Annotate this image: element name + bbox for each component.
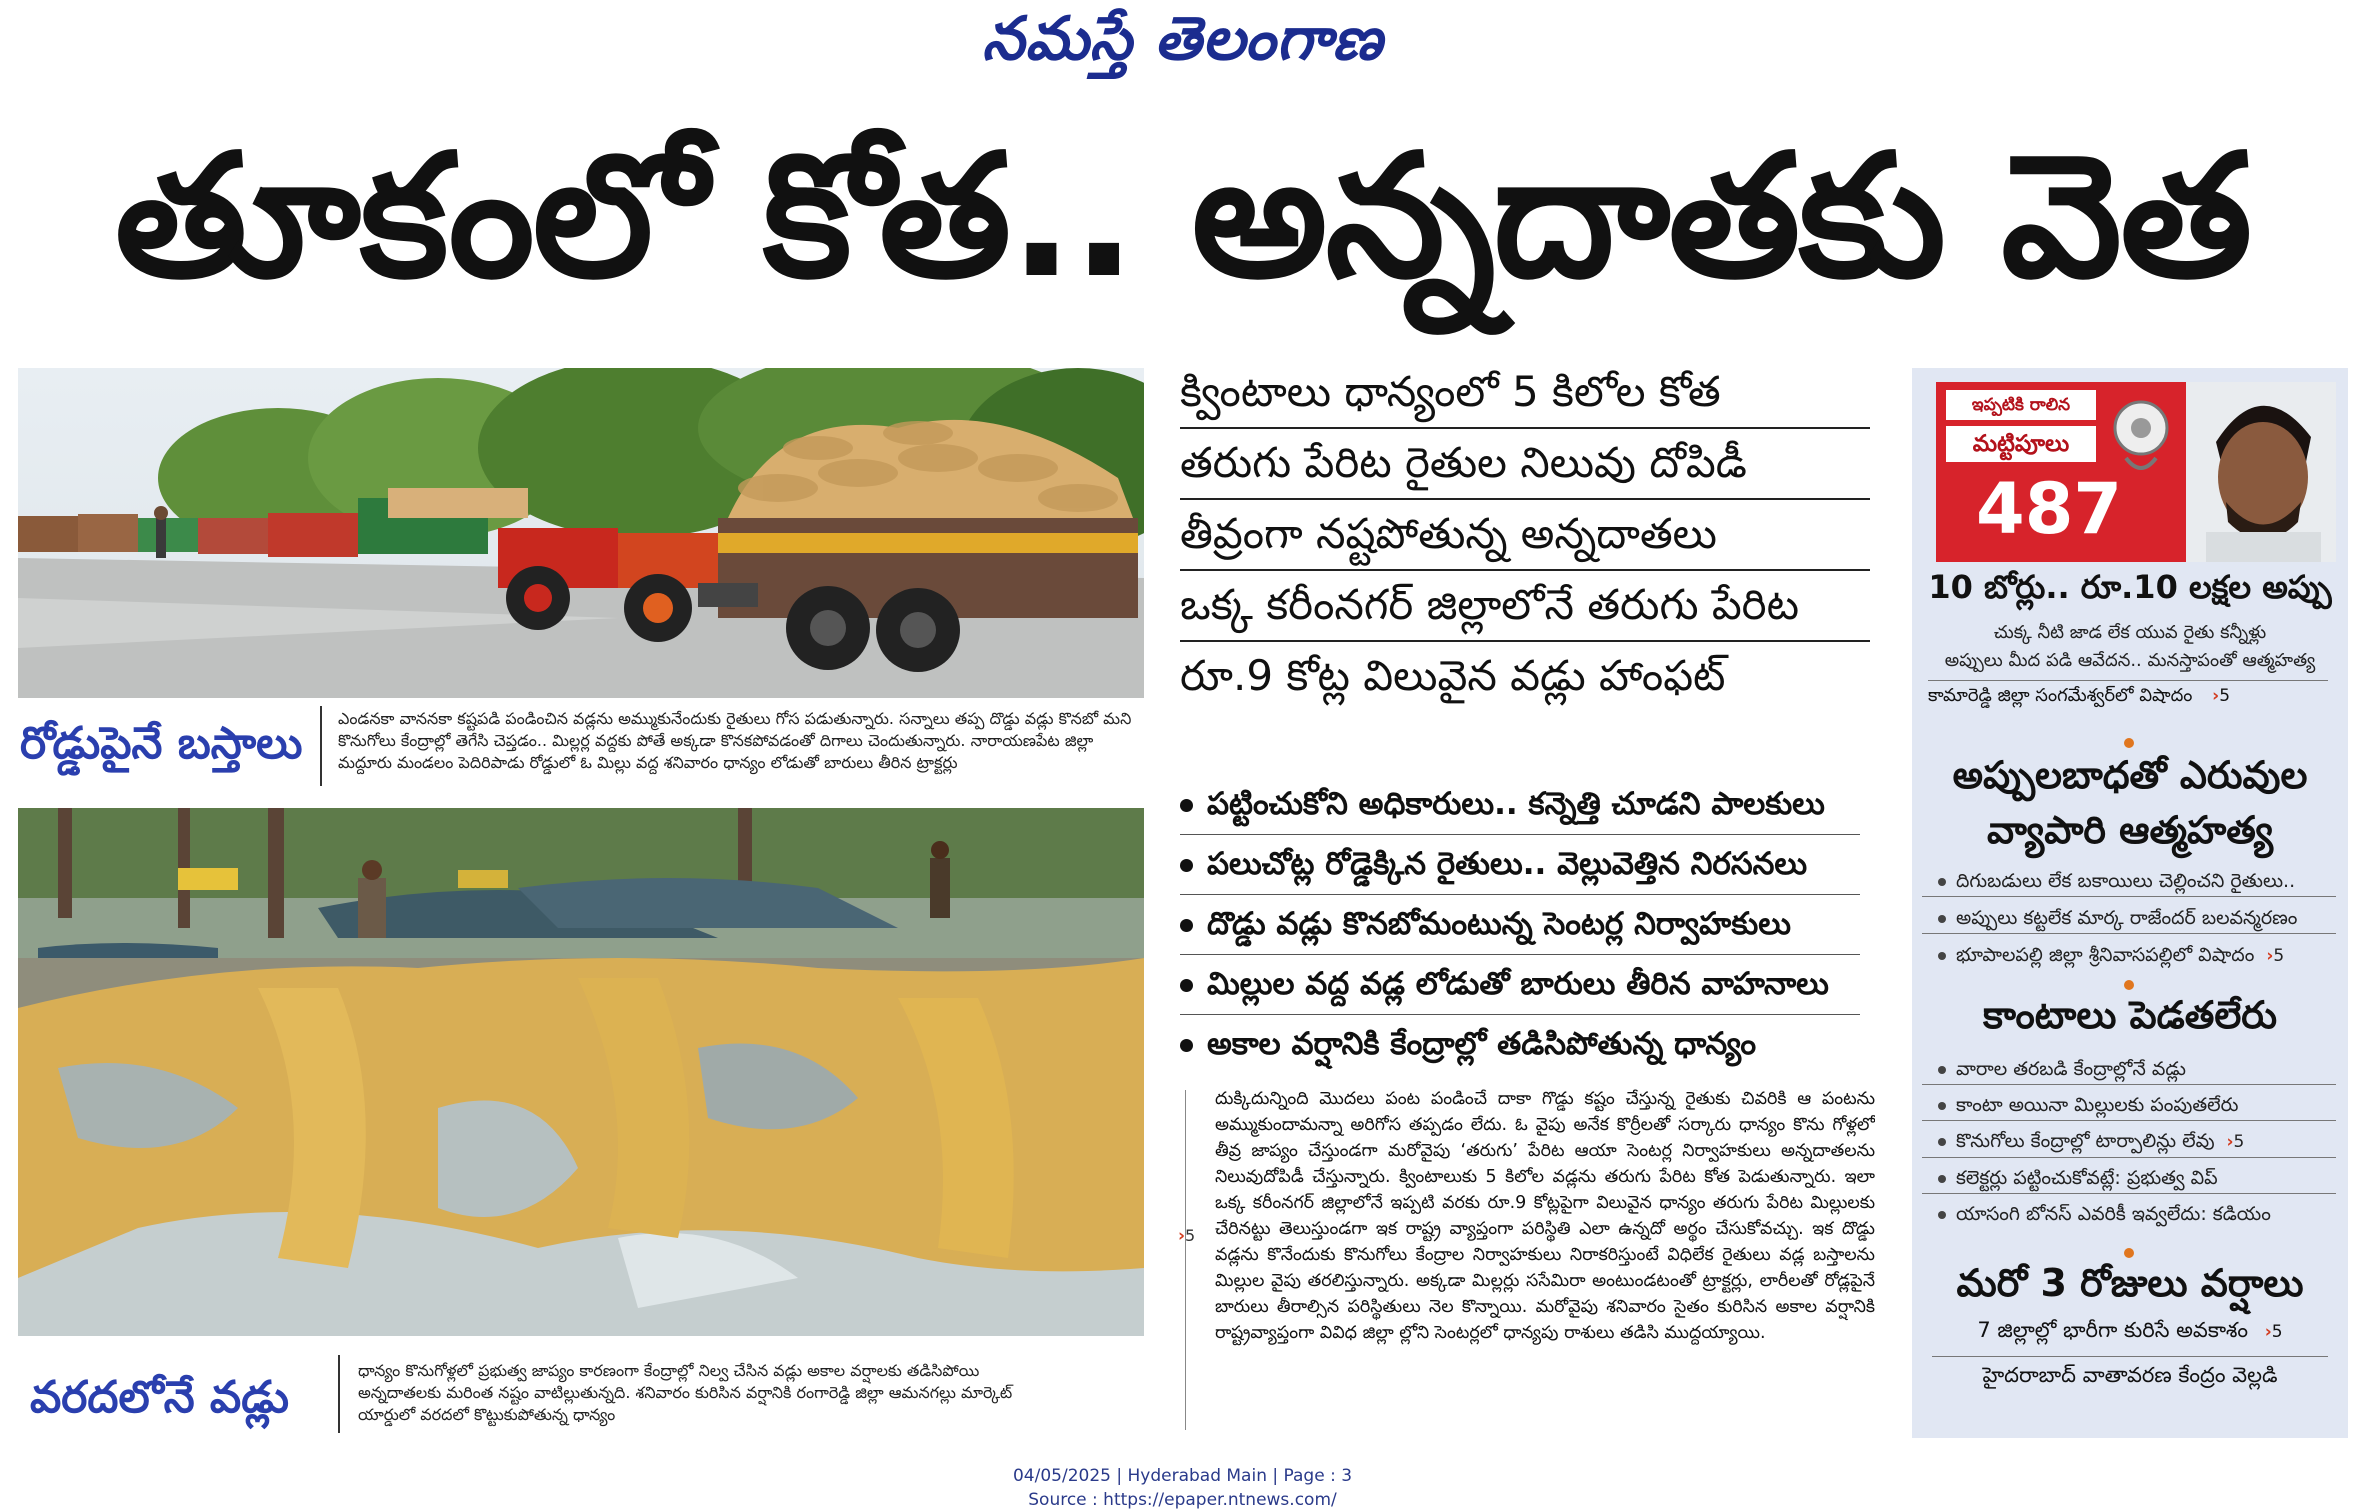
promo-line1: ఇప్పటికి రాలిన bbox=[1946, 390, 2096, 420]
caption-divider bbox=[320, 706, 322, 786]
promo-line2: మట్టిపూలు bbox=[1946, 426, 2096, 462]
separator-dot bbox=[2124, 980, 2134, 990]
chevron-right-icon: › bbox=[2266, 946, 2274, 966]
footer-dateline: 04/05/2025 | Hyderabad Main | Page : 3 bbox=[1012, 1466, 1353, 1486]
subhead-line: తీవ్రంగా నష్టపోతున్న అన్నదాతలు bbox=[1180, 508, 1870, 571]
story2-headline-2: వ్యాపారి ఆత్మహత్య bbox=[1986, 808, 2274, 852]
flower-icon bbox=[2106, 388, 2176, 478]
bullet-icon bbox=[1938, 1066, 1946, 1074]
bullet-item: దొడ్డు వడ్లు కొనబోమంటున్న సెంటర్ల నిర్వాహకులు bbox=[1180, 902, 1860, 955]
photo1-caption-text: ఎండనకా వాననకా కష్టపడి పండించిన వడ్లను అమ్ముకునేందుకు రైతులు గోస పడుతున్నారు. సన్నాలు తప్ప దొడ్డు వడ్లు కొనబో మని కొనుగోలు కేంద్రాల్లో తెగేసి చెప్తడం.. మిల్లర్ల వద్దకు పోతే అక్కడా కొనకపోవడంతో దిగాలు చెందుతున్నారు. నారాయణపేట జిల్లా మద్దూరు మండలం పెదిరిపాడు రోడ్డులో ఓ మిల్లు వద్ద శనివారం ధాన్యం లోడుతో బారులు తీరిన ట్రాక్టర్లు bbox=[338, 709, 1132, 772]
bullet-icon bbox=[1938, 952, 1946, 960]
promo-box[interactable] bbox=[1936, 382, 2186, 562]
promo-count: 487 bbox=[1976, 468, 2123, 550]
separator-dot bbox=[2124, 738, 2134, 748]
bullet-icon bbox=[1180, 799, 1193, 812]
list-item: అప్పులు కట్టలేక మార్క రాజేందర్ బలవన్మరణం bbox=[1922, 903, 2336, 934]
subhead-line: ఒక్క కరీంనగర్ జిల్లాలోనే తరుగు పేరిట bbox=[1180, 579, 1870, 642]
continued-marker[interactable]: ›5 bbox=[1178, 1226, 1196, 1246]
list-item: దిగుబడులు లేక బకాయిలు చెల్లించని రైతులు.. bbox=[1922, 866, 2336, 897]
bullet-item: అకాల వర్షానికి కేంద్రాల్లో తడిసిపోతున్న ధాన్యం bbox=[1180, 1022, 1860, 1074]
farmer-portrait bbox=[2186, 382, 2336, 562]
list-item: వారాల తరబడి కేంద్రాల్లోనే వడ్లు bbox=[1922, 1054, 2336, 1085]
story2-list bbox=[1922, 866, 2336, 971]
story4-headline: మరో 3 రోజులు వర్షాలు bbox=[1956, 1261, 2304, 1305]
bullet-list bbox=[1180, 782, 1860, 1074]
list-item: యాసంగి బోనస్ ఎవరికీ ఇవ్వలేదు: కడియం bbox=[1922, 1199, 2336, 1229]
masthead bbox=[0, 0, 2365, 90]
subhead-line: తరుగు పేరిట రైతుల నిలువు దోపిడీ bbox=[1180, 437, 1870, 500]
bullet-icon bbox=[1180, 859, 1193, 872]
story3-list bbox=[1922, 1054, 2336, 1229]
bullet-icon bbox=[1180, 1039, 1193, 1052]
bullet-icon bbox=[1938, 1211, 1946, 1219]
list-item: కలెక్టర్లు పట్టించుకోవట్లే: ప్రభుత్వ విప్ bbox=[1922, 1163, 2336, 1194]
bullet-item: పలుచోట్ల రోడ్డెక్కిన రైతులు.. వెల్లువెత్తిన నిరసనలు bbox=[1180, 842, 1860, 895]
bullet-icon bbox=[1938, 1102, 1946, 1110]
body-column-rule bbox=[1185, 1090, 1186, 1430]
footer-source-link[interactable]: Source : https://epaper.ntnews.com/ bbox=[1028, 1490, 1337, 1510]
headline bbox=[0, 95, 2365, 340]
sidebar-panel bbox=[1912, 368, 2348, 1438]
list-item: కాంటా అయినా మిల్లులకు పంపుతలేరు bbox=[1922, 1090, 2336, 1121]
bullet-icon bbox=[1938, 878, 1946, 886]
bullet-item: పట్టించుకోని అధికారులు.. కన్నెత్తి చూడని పాలకులు bbox=[1180, 782, 1860, 835]
newspaper-name: నమస్తే తెలంగాణ bbox=[981, 4, 1384, 74]
bullet-icon bbox=[1180, 979, 1193, 992]
photo2-caption-title: వరదలోనే వడ్లు bbox=[30, 1372, 289, 1423]
list-item: కొనుగోలు కేంద్రాల్లో టార్పాలిన్లు లేవు ›5 bbox=[1922, 1126, 2336, 1158]
story2-headline-1: అప్పులబాధతో ఎరువుల bbox=[1952, 753, 2308, 797]
chevron-right-icon: › bbox=[2212, 686, 2220, 706]
bullet-icon bbox=[1180, 919, 1193, 932]
story4-line2: హైదరాబాద్ వాతావరణ కేంద్రం వెల్లడి bbox=[1932, 1356, 2328, 1393]
story4-line1: 7 జిల్లాల్లో భారీగా కురిసే అవకాశం ›5 bbox=[1977, 1318, 2283, 1342]
subheads bbox=[1180, 366, 1870, 711]
photo2-caption-text: ధాన్యం కొనుగోళ్లలో ప్రభుత్వ జాప్యం కారణంగా కేంద్రాల్లో నిల్వ చేసిన వడ్లు అకాల వర్షాలకు తడిసిపోయి అన్నదాతలకు మరింత నష్టం వాటిల్లుతున్నది. శనివారం కురిసిన వర్షానికి రంగారెడ్డి జిల్లా ఆమనగల్లు మార్కెట్ యార్డులో వరదలో కొట్టుకుపోతున్న ధాన్యం bbox=[358, 1361, 1013, 1424]
photo1-caption-title: రోడ్డుపైనే బస్తాలు bbox=[20, 718, 303, 769]
article-body: దుక్కిదున్నింది మొదలు పంట పండించే దాకా గొడ్డు కష్టం చేస్తున్న రైతుకు చివరికి ఆ పంటను అమ్ముకుందామన్నా అరిగోస తప్పడం లేదు. ఓ వైపు అనేక కొర్రీలతో సర్కారు ధాన్యం కొను గోళ్లలో తీవ్ర జాప్యం చేస్తుండగా మరోవైపు ‘తరుగు’ పేరిట ఆయా సెంటర్ల నిర్వాహకులు అన్నదాతలను నిలువుదోపిడీ చేస్తున్నారు. క్వింటాలుకు 5 కిలోల వడ్లను తరుగు పేరిట కోత పెడుతున్నారు. ఇలా ఒక్క కరీంనగర్ జిల్లాలోనే ఇప్పటి వరకు రూ.9 కోట్లపైగా విలువైన ధాన్యం తరుగు పేరిట మిల్లులకు చేరినట్టు తెలుస్తుండగా ఇక రాష్ట్ర వ్యాప్తంగా పరిస్థితి ఎలా ఉన్నదో అర్థం చేసుకోవచ్చు. ఇక దొడ్డు వడ్లను కొనేందుకు కొనుగోలు కేంద్రాల నిర్వాహకులు నిరాకరిస్తుంటే విధిలేక రైతులు వడ్ల బస్తాలను మిల్లుల వైపు తరలిస్తున్నారు. అక్కడా మిల్లర్లు ససేమిరా అంటుండటంతో ట్రాక్టర్లు, లారీలతో రోడ్లపైనే బారులు తీరాల్సిన పరిస్థితులు నెల కొన్నాయి. మరోవైపు శనివారం సైతం కురిసిన అకాల వర్షానికి రాష్ట్రవ్యాప్తంగా వివిధ జిల్లా ల్లోని సెంటర్లలో ధాన్యపు రాశులు తడిసి ముద్దయ్యాయి. bbox=[1215, 1089, 1875, 1343]
separator-dot bbox=[2124, 1248, 2134, 1258]
subhead-line: క్వింటాలు ధాన్యంలో 5 కిలోల కోత bbox=[1180, 366, 1870, 429]
story3-headline: కాంటాలు పెడతలేరు bbox=[1983, 993, 2277, 1037]
story1-headline: 10 బోర్లు.. రూ.10 లక్షల అప్పు bbox=[1928, 568, 2332, 606]
story1-sub1: చుక్క నీటి జాడ లేక యువ రైతు కన్నీళ్లు bbox=[1993, 622, 2267, 643]
bullet-icon bbox=[1938, 915, 1946, 923]
bullet-item: మిల్లుల వద్ద వడ్ల లోడుతో బారులు తీరిన వాహనాలు bbox=[1180, 962, 1860, 1015]
headline-text: తూకంలో కోత.. అన్నదాతకు వెత bbox=[114, 118, 2251, 316]
story1-sub2: అప్పులు మీద పడి ఆవేదన.. మనస్తాపంతో ఆత్మహత్య bbox=[1944, 650, 2316, 671]
photo-tractors bbox=[18, 368, 1144, 698]
chevron-right-icon: › bbox=[2264, 1322, 2272, 1342]
story1-item: కామారెడ్డి జిల్లా సంగమేశ్వర్‌లో విషాదం ›5 bbox=[1928, 680, 2328, 710]
chevron-right-icon: › bbox=[2226, 1132, 2234, 1152]
subhead-line: రూ.9 కోట్ల విలువైన వడ్లు హాంఫట్ bbox=[1180, 651, 1726, 700]
bullet-icon bbox=[1938, 1175, 1946, 1183]
caption-divider bbox=[338, 1355, 340, 1433]
photo-wet-paddy bbox=[18, 808, 1144, 1336]
list-item: భూపాలపల్లి జిల్లా శ్రీనివాసపల్లిలో విషాదం ›5 bbox=[1922, 940, 2336, 971]
chevron-right-icon: › bbox=[1178, 1226, 1186, 1246]
bullet-icon bbox=[1938, 1138, 1946, 1146]
